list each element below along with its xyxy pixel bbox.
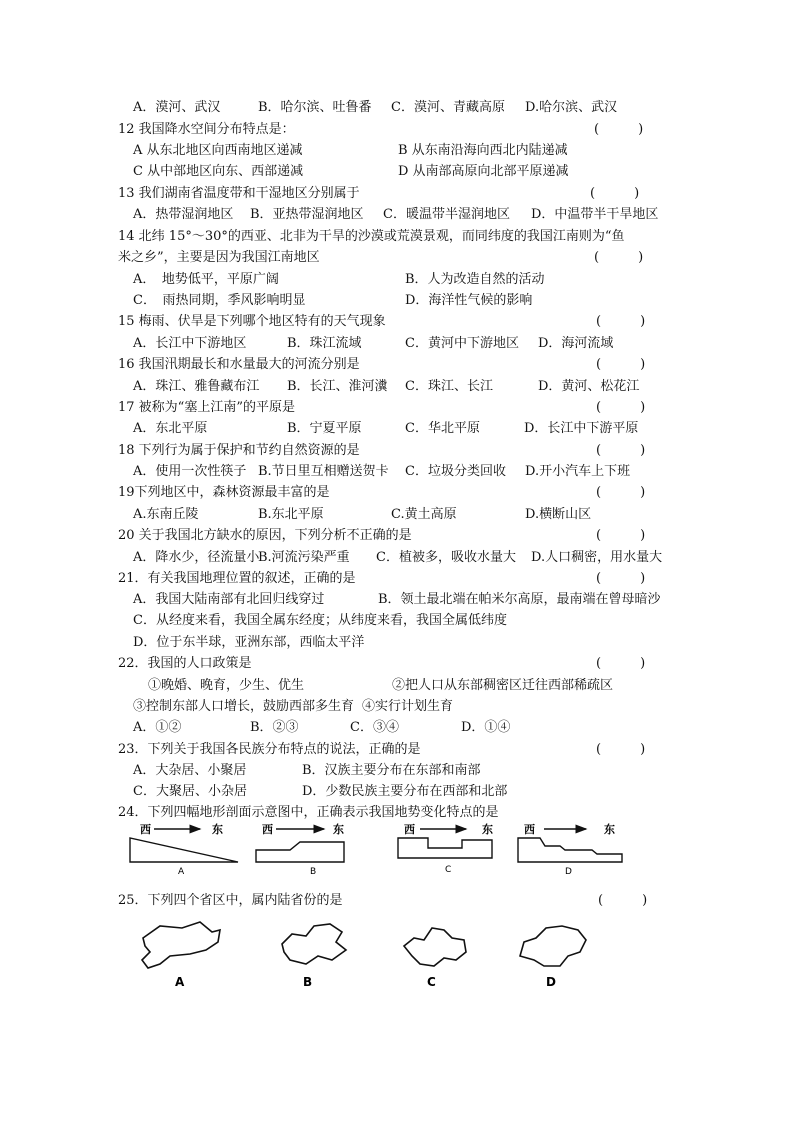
answer-paren: ( ) [596, 314, 646, 329]
option-d: D．位于东半球，亚洲东部，西临太平洋 [133, 635, 365, 650]
option-b: B．②③ [250, 720, 299, 735]
option-d: D．海河流域 [538, 336, 614, 351]
west-label: 西 [524, 823, 535, 836]
option-a: A． 地势低平，平原广阔 [133, 272, 279, 287]
option-c: C．植被多，吸收水量大 [376, 550, 516, 565]
profile-label-c: C [445, 865, 452, 875]
question-20-stem: 20 关于我国北方缺水的原因，下列分析不正确的是 [118, 528, 412, 543]
answer-paren: ( ) [596, 656, 646, 671]
option-b: B．亚热带湿润地区 [250, 207, 364, 222]
option-c: C．华北平原 [405, 421, 480, 436]
option-b: B.节日里互相赠送贺卡 [258, 464, 389, 479]
answer-paren: ( ) [596, 357, 646, 372]
option-b: B．珠江流域 [287, 336, 362, 351]
answer-paren: ( ) [596, 400, 646, 415]
policy-item-3: ③控制东部人口增长，鼓励西部多生育 [133, 699, 355, 714]
profile-label-b: B [310, 867, 317, 877]
east-label: 东 [333, 823, 344, 836]
question-18-stem: 18 下列行为属于保护和节约自然资源的是 [118, 443, 360, 458]
option-a: A.东南丘陵 [133, 507, 199, 522]
question-12-stem: 12 我国降水空间分布特点是： [118, 122, 295, 137]
east-label: 东 [604, 823, 615, 836]
question-17-stem: 17 被称为“塞上江南”的平原是 [118, 400, 295, 415]
option-c: C 从中部地区向东、西部递减 [133, 164, 304, 179]
option-b: B．哈尔滨、吐鲁番 [258, 100, 372, 115]
option-d: D.横断山区 [525, 507, 592, 522]
east-label: 东 [212, 823, 223, 836]
option-a: A．使用一次性筷子 [133, 464, 247, 479]
option-a: A．①② [133, 720, 182, 735]
answer-paren: ( ) [598, 893, 648, 908]
option-c: C．大聚居、小杂居 [133, 784, 247, 799]
terrain-profile-diagrams [0, 820, 794, 880]
option-c: C．暖温带半湿润地区 [383, 207, 510, 222]
province-label-c: C [427, 975, 436, 989]
answer-paren: ( ) [590, 186, 640, 201]
option-d: D．黄河、松花江 [538, 379, 640, 394]
option-d: D．①④ [461, 720, 511, 735]
answer-paren: ( ) [594, 122, 644, 137]
option-b: B．宁夏平原 [287, 421, 362, 436]
policy-item-2: ②把人口从东部稠密区迁往西部稀疏区 [392, 678, 614, 693]
question-22-stem: 22．我国的人口政策是 [118, 656, 252, 671]
option-a: A．大杂居、小聚居 [133, 763, 247, 778]
profile-a [130, 822, 238, 877]
answer-paren: ( ) [596, 528, 646, 543]
option-a: A．我国大陆南部有北回归线穿过 [133, 592, 325, 607]
province-c [404, 928, 466, 989]
option-d: D.开小汽车上下班 [525, 464, 631, 479]
option-b: B．汉族主要分布在东部和南部 [302, 763, 481, 778]
question-21-stem: 21．有关我国地理位置的叙述，正确的是 [118, 571, 356, 586]
option-c: C．漠河、青藏高原 [391, 100, 505, 115]
policy-item-4: ④实行计划生育 [362, 699, 454, 714]
profile-label-a: A [178, 867, 185, 877]
question-25-stem: 25．下列四个省区中，属内陆省份的是 [118, 893, 343, 908]
profile-label-d: D [565, 867, 572, 877]
profile-d [518, 822, 622, 877]
option-b: B．人为改造自然的活动 [405, 272, 545, 287]
option-c: C．③④ [350, 720, 399, 735]
option-d: D.哈尔滨、武汉 [525, 100, 618, 115]
answer-paren: ( ) [594, 250, 644, 265]
option-a: A 从东北地区向西南地区递减 [133, 143, 303, 158]
option-d: D．少数民族主要分布在西部和北部 [302, 784, 508, 799]
province-a [142, 922, 220, 989]
question-19-stem: 19下列地区中，森林资源最丰富的是 [118, 485, 330, 500]
question-24-stem: 24．下列四幅地形剖面示意图中，正确表示我国地势变化特点的是 [118, 805, 499, 820]
option-b: B．长江、淮河瀵 [287, 379, 388, 394]
option-d: D.人口稠密，用水量大 [531, 550, 663, 565]
question-16-stem: 16 我国汛期最长和水量最大的河流分别是 [118, 357, 360, 372]
province-label-b: B [303, 975, 313, 989]
province-b [282, 924, 346, 989]
west-label: 西 [140, 823, 151, 836]
option-a: A．长江中下游地区 [133, 336, 247, 351]
option-b: B.河流污染严重 [258, 550, 350, 565]
answer-paren: ( ) [596, 742, 646, 757]
option-c: C．珠江、长江 [405, 379, 493, 394]
option-c: C． 雨热同期，季风影响明显 [133, 293, 306, 308]
question-23-stem: 23．下列关于我国各民族分布特点的说法，正确的是 [118, 742, 421, 757]
option-c: C．垃圾分类回收 [405, 464, 506, 479]
option-b: B.东北平原 [258, 507, 324, 522]
option-b: B．领土最北端在帕米尔高原，最南端在曾母暗沙 [378, 592, 661, 607]
province-label-a: A [175, 975, 185, 989]
profile-b [256, 822, 344, 877]
answer-paren: ( ) [596, 443, 646, 458]
answer-paren: ( ) [596, 571, 646, 586]
profile-c [398, 822, 493, 875]
question-14-stem-cont: 米之乡”，主要是因为我国江南地区 [118, 250, 320, 265]
question-13-stem: 13 我们湖南省温度带和干湿地区分别属于 [118, 186, 360, 201]
option-a: A．漠河、武汉 [133, 100, 221, 115]
option-d: D．海洋性气候的影响 [405, 293, 533, 308]
option-a: A．珠江、雅鲁藏布江 [133, 379, 260, 394]
answer-paren: ( ) [596, 485, 646, 500]
policy-item-1: ①晚婚、晚育，少生、优生 [148, 678, 305, 693]
west-label: 西 [262, 823, 273, 836]
option-a: A．降水少，径流量小 [133, 550, 260, 565]
question-15-stem: 15 梅雨、伏旱是下列哪个地区特有的天气现象 [118, 314, 386, 329]
option-c: C．从经度来看，我国全属东经度；从纬度来看，我国全属低纬度 [133, 613, 507, 628]
province-d [520, 926, 586, 989]
province-label-d: D [546, 975, 556, 989]
west-label: 西 [404, 823, 415, 836]
province-outlines [0, 916, 794, 996]
option-d: D．中温带半干旱地区 [531, 207, 659, 222]
question-14-stem: 14 北纬 15°～30°的西亚、北非为干旱的沙漠或荒漠景观，而同纬度的我国江南则为“鱼 [118, 229, 625, 244]
option-a: A．热带湿润地区 [133, 207, 234, 222]
east-label: 东 [482, 823, 493, 836]
option-a: A．东北平原 [133, 421, 208, 436]
option-c: C.黄土高原 [391, 507, 457, 522]
option-c: C．黄河中下游地区 [405, 336, 519, 351]
option-d: D 从南部高原向北部平原递减 [398, 164, 569, 179]
option-b: B 从东南沿海向西北内陆递减 [398, 143, 568, 158]
option-d: D．长江中下游平原 [524, 421, 639, 436]
